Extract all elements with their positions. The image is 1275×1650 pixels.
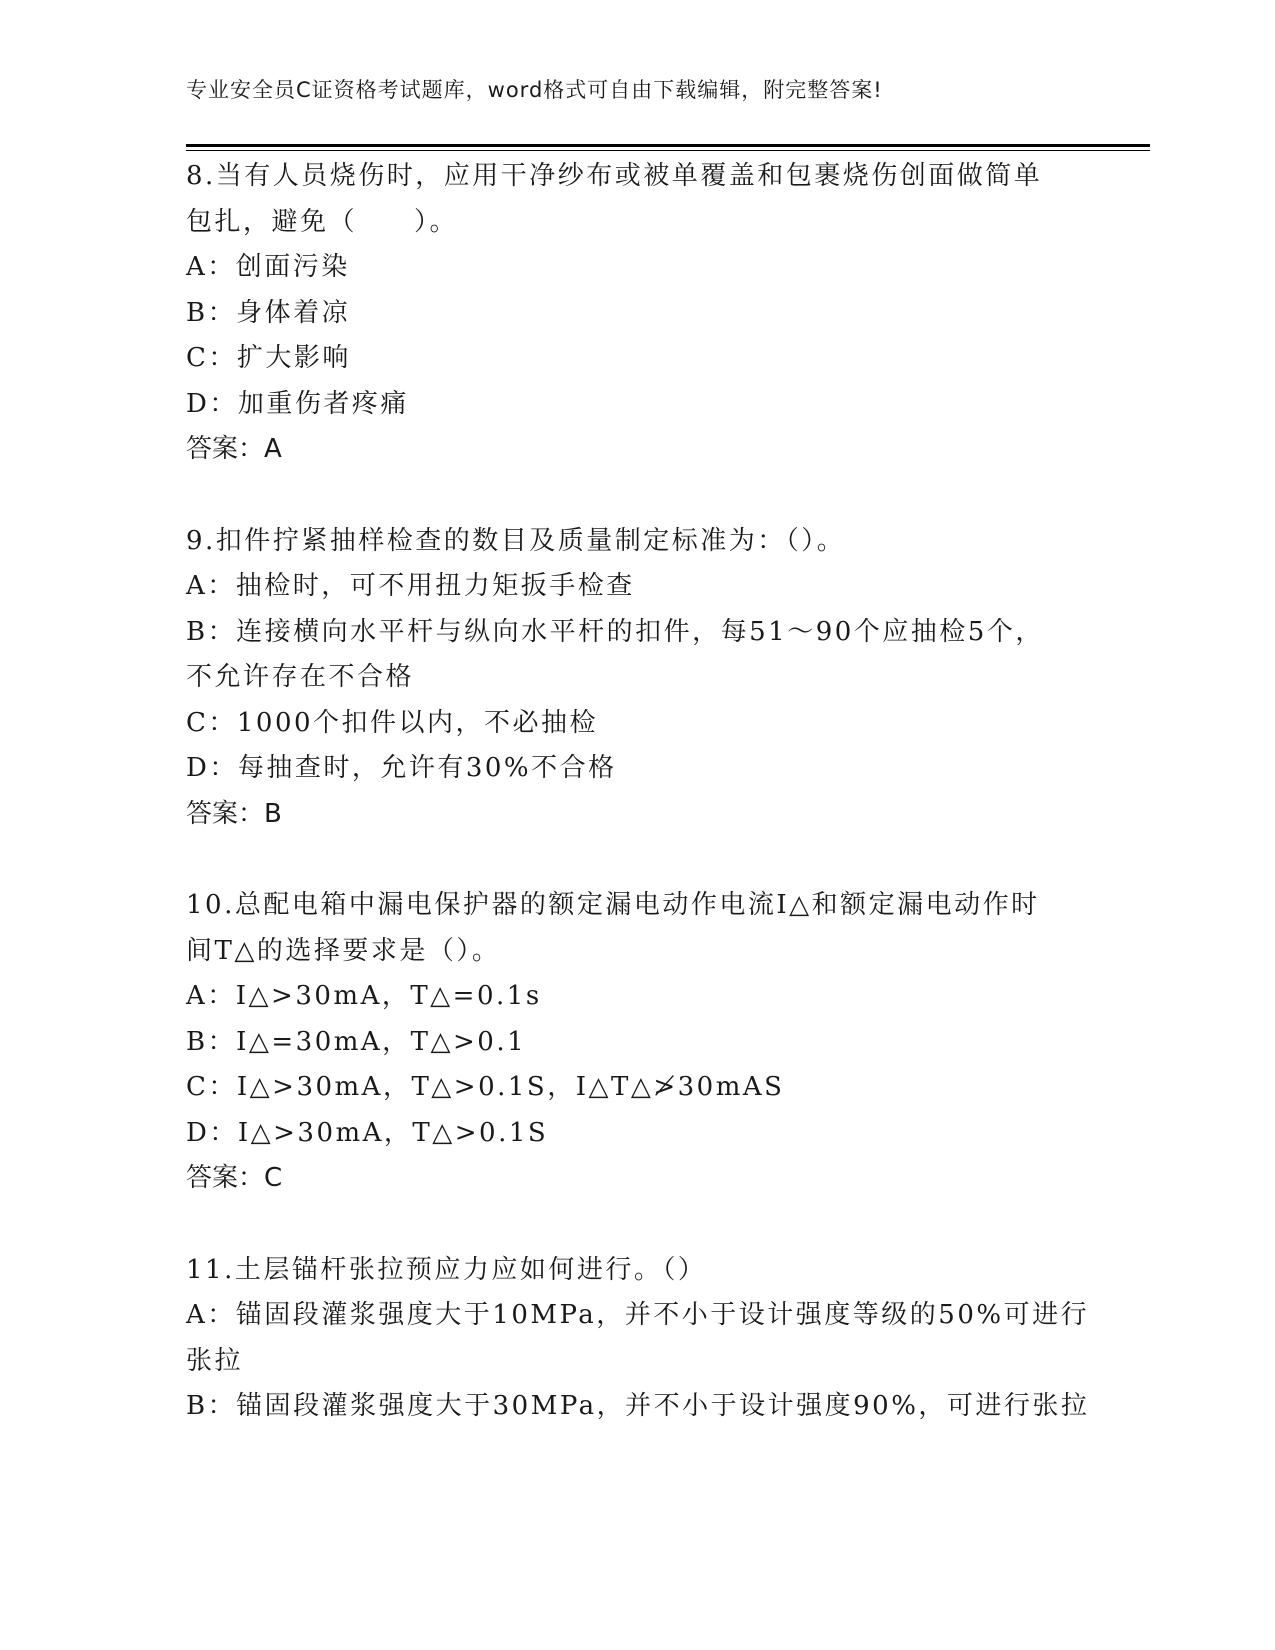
question-10 (186, 883, 1066, 1202)
question-stem: 11.土层锚杆张拉预应力应如何进行。（） (186, 1254, 707, 1285)
question-stem: 8.当有人员烧伤时，应用干净纱布或被单覆盖和包裹烧伤创面做简单 (186, 161, 1043, 191)
option-a: A：抽检时，可不用扭力矩扳手检查 (186, 571, 635, 601)
question-stem: 10.总配电箱中漏电保护器的额定漏电动作电流I△和额定漏电动作时 (186, 890, 1040, 920)
answer: 答案：C (186, 1163, 283, 1193)
question-stem: 间T△的选择要求是（）。 (186, 935, 501, 966)
question-8 (186, 154, 1066, 473)
question-stem: 包扎，避免（ ）。 (186, 206, 459, 237)
option-b: B：连接横向水平杆与纵向水平杆的扣件，每51～90个应抽检5个， (186, 616, 1044, 647)
header-rule-thin (186, 150, 1150, 151)
answer: 答案：A (186, 434, 282, 464)
option-d: D：I△>30mA，T△>0.1S (186, 1117, 549, 1148)
option-b: B：锚固段灌浆强度大于30MPa，并不小于设计强度90%，可进行张拉 (186, 1391, 1090, 1421)
header-rule-thick (186, 144, 1150, 147)
option-b-continued: 不允许存在不合格 (186, 662, 415, 692)
option-a-continued: 张拉 (186, 1345, 244, 1376)
option-a: A：锚固段灌浆强度大于10MPa，并不小于设计强度等级的50%可进行 (186, 1300, 1090, 1330)
page-header: 专业安全员C证资格考试题库，word格式可自由下载编辑，附完整答案! (186, 78, 883, 102)
option-c: C：1000个扣件以内，不必抽检 (186, 707, 599, 738)
option-b: B：I△=30mA，T△>0.1 (186, 1026, 527, 1057)
question-list (186, 154, 1090, 1476)
option-b: B：身体着凉 (186, 297, 351, 328)
option-d: D：加重伤者疼痛 (186, 388, 409, 419)
question-11 (186, 1248, 1090, 1430)
option-a: A：创面污染 (186, 252, 350, 282)
option-c: C：I△>30mA，T△>0.1S，I△T△≯30mAS (186, 1072, 785, 1102)
option-d: D：每抽查时，允许有30%不合格 (186, 753, 617, 783)
question-9 (186, 519, 1066, 838)
question-stem: 9.扣件拧紧抽样检查的数目及质量制定标准为：（）。 (186, 525, 846, 556)
option-c: C：扩大影响 (186, 343, 351, 373)
answer: 答案：B (186, 798, 282, 829)
option-a: A：I△>30mA，T△=0.1s (186, 981, 542, 1011)
